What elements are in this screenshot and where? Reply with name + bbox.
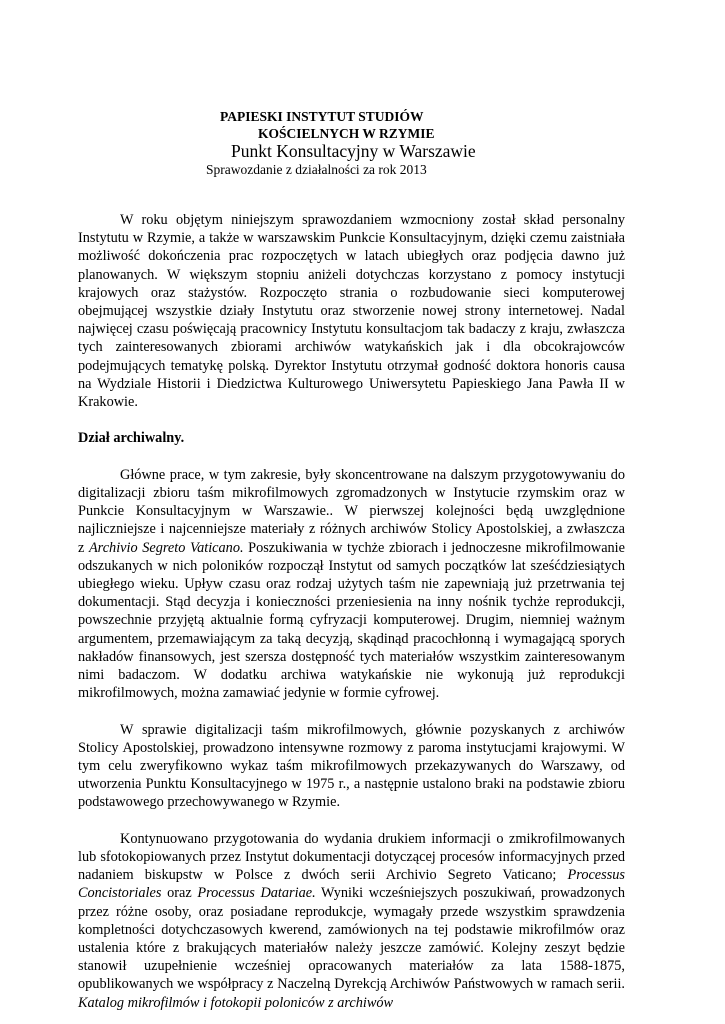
processus-datariae-title: Processus Datariae.: [197, 885, 316, 902]
report-body: [78, 211, 625, 1012]
report-subtitle: Sprawozdanie z działalności za rok 2013: [206, 162, 427, 177]
paragraph-publication-part3: Wyniki wcześniejszych poszukiwań, prowadzonych przez różne osoby, oraz posiadane reprodukcje, wymagały przede wszystkim sprawdzenia kompletności dotychczasowych kwerend, zamówionych na tej podstawie mikrofilmów oraz ustalenia które z brakujących materiałów należy jeszcze zamówić. Kolejny zeszyt będzie stanowił uzupełnienie wcześniej opracowanych materiałów za lata 1588-1875, opublikowanych we współpracy z Naczelną Dyrekcją Archiwów Państwowych w ramach serii.: [78, 885, 626, 993]
paragraph-publication: [78, 830, 625, 1012]
paragraph-digitization-part1: Główne prace, w tym zakresie, były skoncentrowane na dalszym przygotowywaniu do digitalizacji zbioru taśm mikrofilmowych zgromadzonych w Instytucie rzymskim oraz w Punkcie Konsultacyjnym w Warszawie.. W pierwszej kolejności będą uwzględnione najliczniejsze i najcenniejsze materiały z różnych archiwów Stolicy Apostolskiej, a zwłaszcza z: [78, 466, 625, 556]
paragraph-publication-part1: Kontynuowano przygotowania do wydania drukiem informacji o zmikrofilmowanych lub sfotokopiowanych przez Instytut dokumentacji dotyczącej procesów informacyjnych przed nadaniem biskupstw w Polsce z dwóch serii Archivio Segreto Vaticano;: [78, 830, 625, 884]
office-name: Punkt Konsultacyjny w Warszawie: [231, 141, 476, 161]
paragraph-digitization: [78, 466, 625, 703]
paragraph-publication-part2: oraz: [161, 885, 198, 902]
paragraph-intro: W roku objętym niniejszym sprawozdaniem wzmocniony został skład personalny Instytutu w Rzymie, a także w warszawskim Punkcie Konsultacyjnym, dzięki czemu zaistniała możliwość dokończenia prac rozpoczętych w latach ubiegłych oraz podjęcia dawno już planowanych. W większym stopniu aniżeli dotychczas korzystano z pomocy instytucji krajowych oraz stażystów. Rozpoczęto strania o rozbudowanie sieci komputerowej obejmującej wszystkie działy Instytutu oraz stworzenie nowej strony internetowej. Nadal najwięcej czasu poświęcają pracownicy Instytutu konsultacjom tak badaczy z kraju, zwłaszcza tych zainteresowanych zbiorami archiwów watykańskich jak i dla obcokrajowców podejmujących tematykę polską. Dyrektor Instytutu otrzymał godność doktora honoris causa na Wydziale Historii i Diedzictwa Kulturowego Uniwersytetu Papieskiego Jana Pawła II w Krakowie.: [78, 212, 625, 411]
processus-concistoriales-title: Processus Concistoriales: [78, 867, 625, 902]
paragraph-negotiations: W sprawie digitalizacji taśm mikrofilmowych, głównie pozyskanych z archiwów Stolicy Apostolskiej, prowadzono intensywne rozmowy z paroma instytucjami krajowymi. W tym celu zweryfikowno wykaz taśm mikrofilmowych przekazywanych do Warszawy, od utworzenia Punktu Konsultacyjnego w 1975 r., a następnie ustalono braki na podstawie zbioru podstawowego przechowywanego w Rzymie.: [78, 721, 625, 811]
section-heading-archival: Dział archiwalny.: [78, 430, 185, 447]
paragraph-digitization-part2: Poszukiwania w tychże zbiorach i jednoczesne mikrofilmowanie odszukanych w nich poloników rozpoczął Instytut od samych początków lat sześćdziesiątych ubiegłego wieku. Upływ czasu oraz rodzaj użytych taśm nie zapewniają już przetrwania tej dokumentacji. Stąd decyzja i konieczności przeniesienia na inny nośnik tychże reprodukcji, powszechnie przyjętą aktualnie formą cyfryzacji komputerowej. Drugim, niemniej ważnym argumentem, przemawiającym za taką decyzją, skądinąd pracochłonną i wymagającą sporych nakładów finansowych, jest szersza dostępność tych materiałów wszystkim zainteresowanym nimi badaczom. W dodatku archiwa watykańskie nie wykonują już reprodukcji mikrofilmowych, można zamawiać jedynie w formie cyfrowej.: [78, 539, 625, 702]
institute-name-line1: PAPIESKI INSTYTUT STUDIÓW: [220, 109, 424, 124]
institute-name-line2: KOŚCIELNYCH W RZYMIE: [258, 126, 435, 141]
katalog-series-title: Katalog mikrofilmów i fotokopii poloniców z archiwów: [78, 994, 394, 1011]
archivio-segreto-vaticano-title: Archivio Segreto Vaticano.: [88, 539, 244, 556]
